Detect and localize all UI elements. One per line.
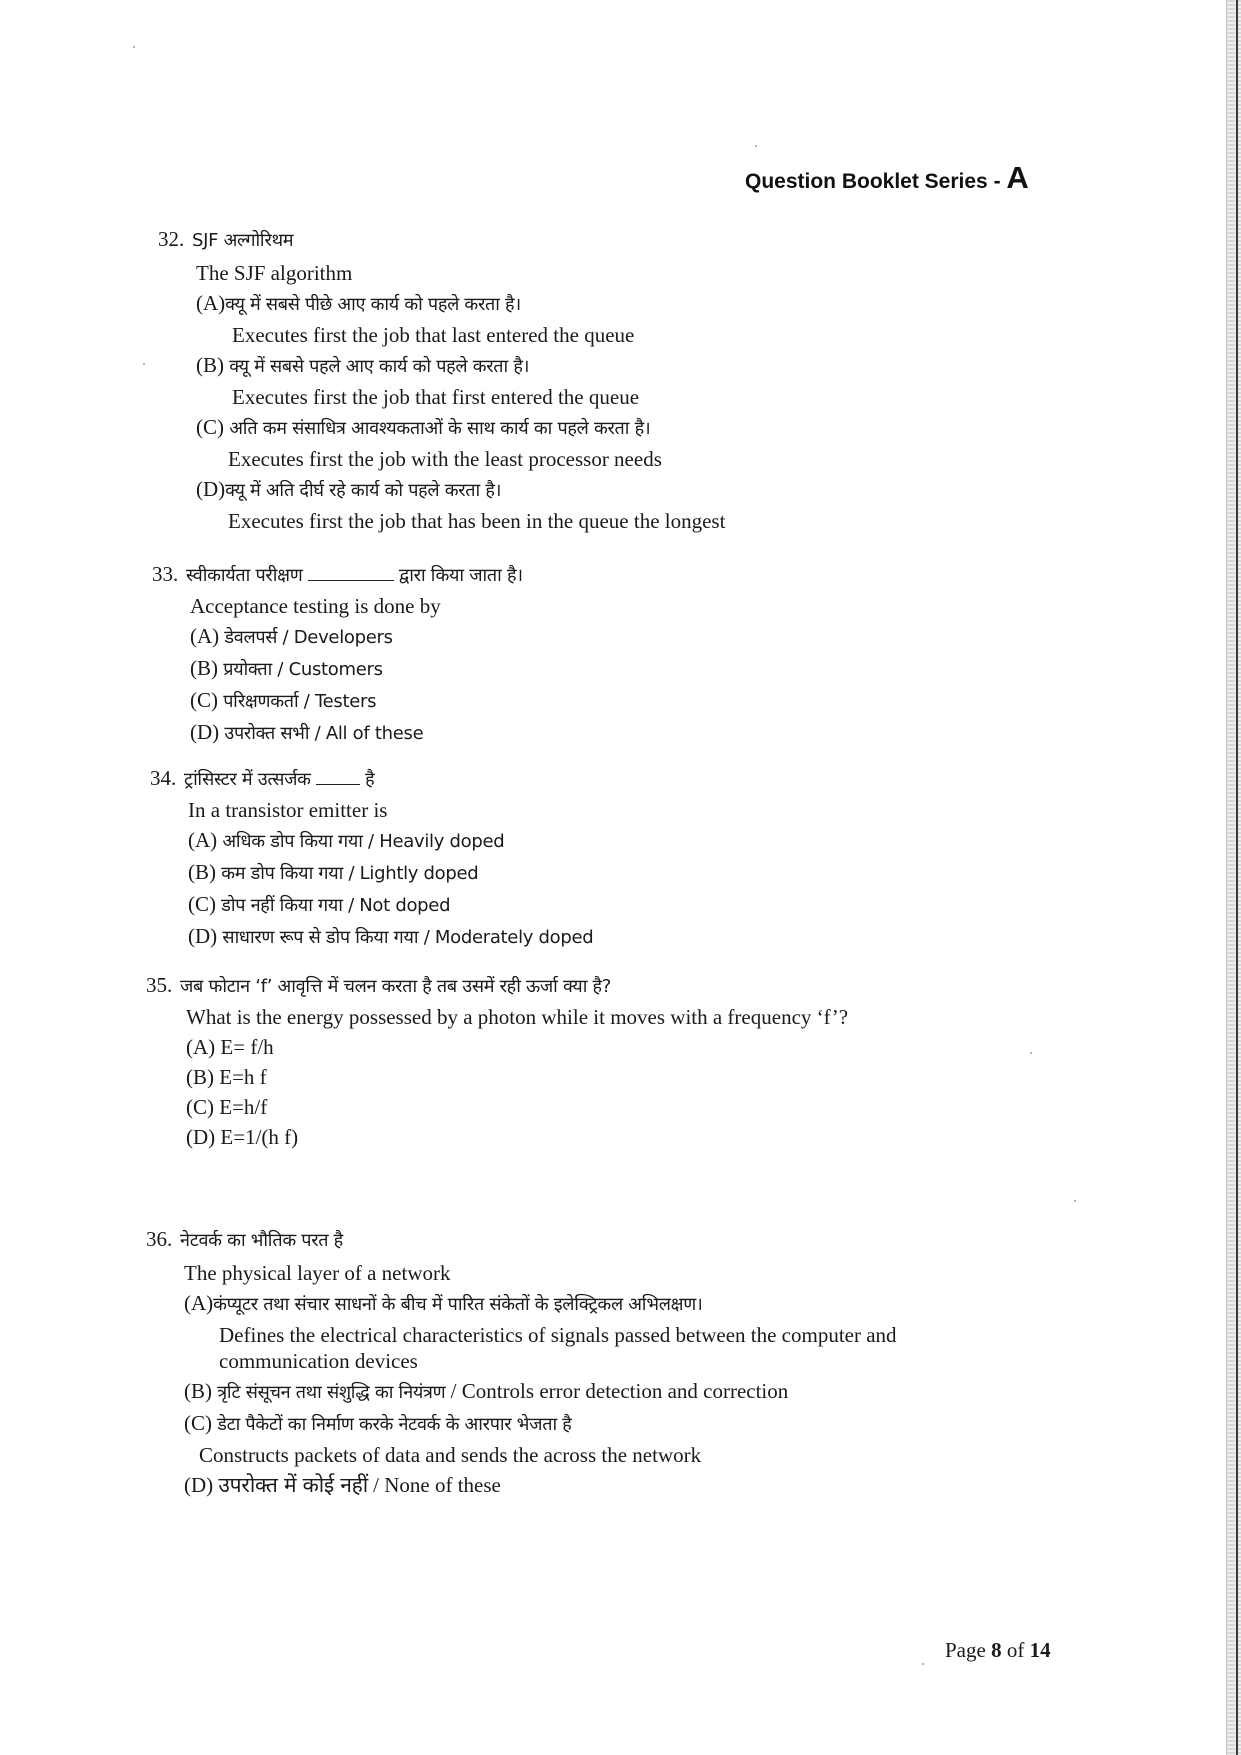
- scan-speck: [133, 46, 135, 48]
- question-stem-hindi: 35. जब फोटान ‘f’ आवृत्ति में चलन करता है तब उसमें रही ऊर्जा क्या है?: [146, 970, 848, 1002]
- option-b: (B) प्रयोक्ता / Customers: [190, 656, 383, 680]
- option-a-english: Executes first the job that last entered the queue: [232, 323, 635, 347]
- booklet-series-header: [745, 160, 1029, 196]
- option-c-english: Constructs packets of data and sends the across the network: [199, 1443, 702, 1467]
- option-a-english: Defines the electrical characteristics of signals passed between the computer and: [219, 1323, 897, 1347]
- scan-speck: [922, 1663, 924, 1665]
- option-c-english: Executes first the job with the least processor needs: [228, 447, 662, 471]
- series-letter: A: [1006, 160, 1029, 195]
- fill-blank: [316, 783, 360, 785]
- scan-speck: [143, 363, 145, 365]
- question-stem-hindi: 34. ट्रांसिस्टर में उत्सर्जक है: [150, 763, 593, 795]
- question-stem-english: Acceptance testing is done by: [190, 594, 441, 618]
- question-stem-english: The SJF algorithm: [196, 261, 353, 285]
- series-label: Question Booklet Series -: [745, 170, 1007, 193]
- option-a-english-cont: communication devices: [219, 1349, 418, 1373]
- option-b: (B) क्यू में सबसे पहले आए कार्य को पहले करता है।: [196, 353, 530, 377]
- question-stem-hindi: 33. स्वीकार्यता परीक्षण द्वारा किया जाता है।: [152, 559, 523, 591]
- option-c: (C) डोप नहीं किया गया / Not doped: [188, 892, 451, 916]
- question-number: 32.: [158, 227, 185, 251]
- question-number: 36.: [146, 1227, 173, 1251]
- option-b: (B) E=h f: [186, 1065, 267, 1089]
- scan-edge: [1226, 0, 1241, 1755]
- question-32: [158, 224, 725, 536]
- fill-blank: [308, 579, 394, 581]
- option-d-english: Executes first the job that has been in the queue the longest: [228, 509, 726, 533]
- option-c: (C) E=h/f: [186, 1095, 268, 1119]
- option-a: (A) E= f/h: [186, 1035, 274, 1059]
- question-stem-hindi: 36. नेटवर्क का भौतिक परत है: [146, 1224, 897, 1256]
- question-33: [152, 559, 523, 749]
- page-number: Page 8 of 14: [945, 1638, 1051, 1662]
- option-c: (C) डेटा पैकेटों का निर्माण करके नेटवर्क के आरपार भेजता है: [184, 1411, 572, 1435]
- option-c: (C) अति कम संसाधित्र आवश्यकताओं के साथ कार्य का पहले करता है।: [196, 415, 651, 439]
- option-d: (D) साधारण रूप से डोप किया गया / Moderately doped: [188, 924, 594, 948]
- question-number: 33.: [152, 562, 179, 586]
- option-d: (D) E=1/(h f): [186, 1125, 299, 1149]
- question-number: 34.: [150, 766, 177, 790]
- scan-speck: [1030, 1052, 1032, 1054]
- option-b-english: Executes first the job that first entered the queue: [232, 385, 640, 409]
- option-b: (B) त्रृटि संसूचन तथा संशुद्धि का नियंत्रण / Controls error detection and correction: [184, 1379, 789, 1403]
- question-stem-english: The physical layer of a network: [184, 1261, 451, 1285]
- scan-speck: [755, 145, 757, 147]
- question-35: [146, 970, 848, 1152]
- option-d: (D)क्यू में अति दीर्घ रहे कार्य को पहले करता है।: [196, 477, 502, 501]
- option-c: (C) परिक्षणकर्ता / Testers: [190, 688, 377, 712]
- scan-speck: [1074, 1200, 1076, 1202]
- question-stem-hindi: 32. SJF अल्गोरिथम: [158, 224, 725, 256]
- question-stem-english: What is the energy possessed by a photon while it moves with a frequency ‘f’?: [186, 1005, 849, 1029]
- option-a: (A)कंप्यूटर तथा संचार साधनों के बीच में पारित संकेतों के इलेक्ट्रिकल अभिलक्षण।: [184, 1291, 703, 1315]
- question-number: 35.: [146, 973, 173, 997]
- question-stem-english: In a transistor emitter is: [188, 798, 388, 822]
- option-a: (A)क्यू में सबसे पीछे आए कार्य को पहले करता है।: [196, 291, 521, 315]
- option-b: (B) कम डोप किया गया / Lightly doped: [188, 860, 479, 884]
- question-34: [150, 763, 593, 953]
- option-a: (A) अधिक डोप किया गया / Heavily doped: [188, 828, 505, 852]
- option-a: (A) डेवलपर्स / Developers: [190, 624, 393, 648]
- question-36: [146, 1224, 897, 1500]
- option-d: (D) उपरोक्त में कोई नहीं / None of these: [184, 1473, 501, 1497]
- option-d: (D) उपरोक्त सभी / All of these: [190, 720, 424, 744]
